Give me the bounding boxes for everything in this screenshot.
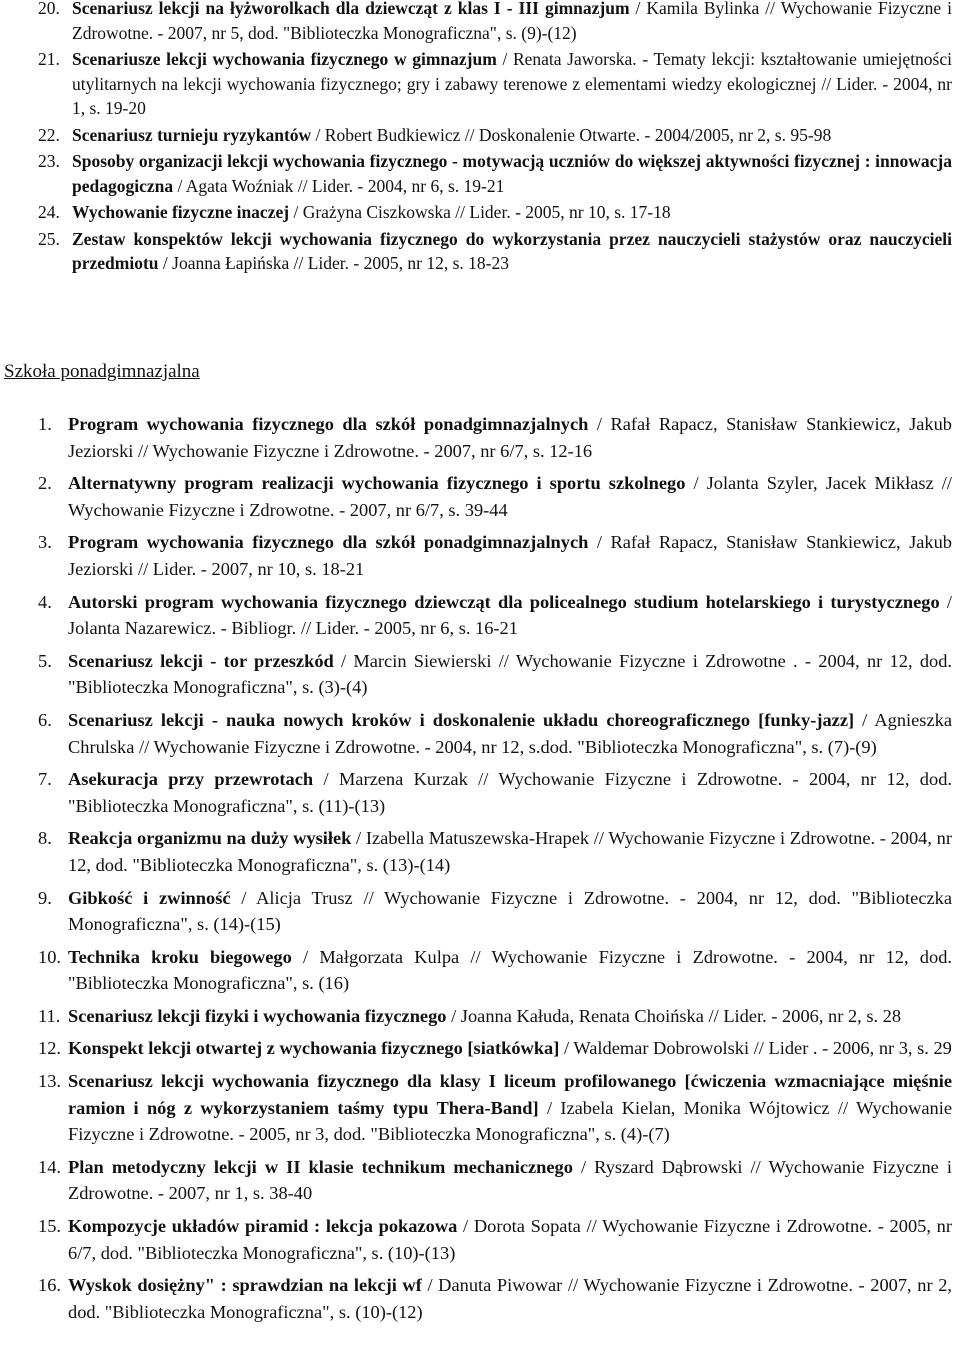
bibliography-entry: [0, 0, 956, 45]
entry-title: Autorski program wychowania fizycznego dziewcząt dla policealnego studium hotelarskiego i turystycznego: [68, 591, 940, 612]
bibliography-entry: [0, 766, 956, 819]
bibliography-entry: [0, 825, 956, 878]
entry-citation: / Rafał Rapacz, Stanisław Stankiewicz, Jakub Jeziorski // Wychowanie Fizyczne i Zdrowotne. - 2007, nr 6/7, s. 12-16: [68, 414, 952, 461]
entry-number: 10.: [38, 946, 61, 967]
entry-number: 14.: [38, 1156, 61, 1177]
entry-number: 22.: [38, 124, 60, 145]
entry-title: Scenariusz lekcji wychowania fizycznego dla klasy I liceum profilowanego [ćwiczenia wzmacniające mięśnie ramion i nóg z wykorzystaniem taśmy typu Thera-Band]: [68, 1071, 952, 1118]
entry-number: 7.: [38, 769, 52, 790]
entry-title: Plan metodyczny lekcji w II klasie technikum mechanicznego: [68, 1156, 573, 1177]
entry-number: 11.: [38, 1005, 61, 1026]
entry-citation: / Renata Jaworska. - Tematy lekcji: kształtowanie umiejętności utylitarnych na lekcji wychowania fizycznego; gry i zabawy terenowe z elementami wiedzy ekologicznej // Lider. - 2004, nr 1, s. 19-20: [72, 49, 952, 118]
bibliography-entry: [0, 1272, 956, 1325]
entry-number: 25.: [38, 228, 60, 249]
entry-title: Scenariusz lekcji na łyżworolkach dla dziewcząt z klas I - III gimnazjum: [72, 0, 630, 18]
entry-title: Alternatywny program realizacji wychowania fizycznego i sportu szkolnego: [68, 473, 686, 494]
entry-number: 9.: [38, 887, 52, 908]
entry-title: Scenariusz lekcji fizyki i wychowania fizycznego: [68, 1005, 447, 1026]
entry-citation: / Jolanta Nazarewicz. - Bibliogr. // Lider. - 2005, nr 6, s. 16-21: [68, 591, 952, 639]
entry-list: [0, 0, 956, 276]
entry-list: [0, 411, 956, 1325]
entry-citation: / Agnieszka Chrulska // Wychowanie Fizyczne i Zdrowotne. - 2004, nr 12, s.dod. "Biblioteczka Monograficzna", s. (7)-(9): [68, 709, 952, 757]
entry-title: Program wychowania fizycznego dla szkół ponadgimnazjalnych: [68, 532, 589, 553]
bibliography-entry: [0, 1035, 956, 1062]
entry-citation: / Kamila Bylinka // Wychowanie Fizyczne i Zdrowotne. - 2007, nr 5, dod. "Biblioteczka Monograficzna", s. (9)-(12): [72, 0, 952, 43]
entry-title: Sposoby organizacji lekcji wychowania fizycznego - motywacją uczniów do większej aktywności fizycznej : innowacja pedagogiczna: [72, 151, 952, 196]
bibliography-list-gimnazjum: [0, 0, 956, 278]
entry-title: Scenariusz lekcji - nauka nowych kroków i doskonalenie układu choreograficznego [funky-jazz]: [68, 709, 855, 730]
entry-citation: / Joanna Kałuda, Renata Choińska // Lider. - 2006, nr 2, s. 28: [446, 1005, 902, 1026]
entry-title: Wyskok dosiężny" : sprawdzian na lekcji wf: [68, 1275, 422, 1296]
bibliography-entry: [0, 123, 956, 148]
entry-citation: / Izabella Matuszewska-Hrapek // Wychowanie Fizyczne i Zdrowotne. - 2004, nr 12, dod. "Biblioteczka Monograficzna", s. (13)-(14): [68, 828, 952, 875]
entry-citation: / Marzena Kurzak // Wychowanie Fizyczne i Zdrowotne. - 2004, nr 12, dod. "Biblioteczka Monograficzna", s. (11)-(13): [68, 769, 952, 816]
bibliography-entry: [0, 589, 956, 642]
entry-title: Scenariusz turnieju ryzykantów: [72, 124, 312, 145]
entry-number: 5.: [38, 650, 52, 671]
bibliography-entry: [0, 885, 956, 938]
entry-citation: / Izabela Kielan, Monika Wójtowicz // Wychowanie Fizyczne i Zdrowotne. - 2005, nr 3, dod. "Biblioteczka Monograficzna", s. (4)-(7): [68, 1097, 952, 1145]
entry-number: 12.: [38, 1038, 61, 1059]
entry-citation: / Jolanta Szyler, Jacek Mikłasz // Wychowanie Fizyczne i Zdrowotne. - 2007, nr 6/7, s. 39-44: [68, 473, 952, 520]
entry-citation: / Małgorzata Kulpa // Wychowanie Fizyczne i Zdrowotne. - 2004, nr 12, dod. "Biblioteczka Monograficzna", s. (16): [68, 946, 952, 994]
entry-title: Gibkość i zwinność: [68, 887, 231, 908]
entry-citation: / Agata Woźniak // Lider. - 2004, nr 6, s. 19-21: [173, 175, 505, 196]
entry-number: 21.: [38, 49, 60, 69]
bibliography-entry: [0, 1003, 956, 1030]
entry-citation: / Marcin Siewierski // Wychowanie Fizyczne i Zdrowotne . - 2004, nr 12, dod. "Biblioteczka Monograficzna", s. (3)-(4): [68, 650, 952, 698]
entry-citation: / Waldemar Dobrowolski // Lider . - 2006, nr 3, s. 29: [559, 1038, 952, 1059]
entry-citation: / Ryszard Dąbrowski // Wychowanie Fizyczne i Zdrowotne. - 2007, nr 1, s. 38-40: [68, 1156, 952, 1204]
bibliography-entry: [0, 411, 956, 464]
entry-title: Wychowanie fizyczne inaczej: [72, 202, 290, 222]
bibliography-entry: [0, 944, 956, 997]
entry-number: 3.: [38, 532, 52, 553]
entry-citation: / Danuta Piwowar // Wychowanie Fizyczne i Zdrowotne. - 2007, nr 2, dod. "Biblioteczka Monograficzna", s. (10)-(12): [68, 1275, 952, 1322]
entry-number: 4.: [38, 591, 52, 612]
bibliography-entry: [0, 707, 956, 760]
entry-number: 20.: [38, 0, 60, 18]
entry-number: 15.: [38, 1216, 61, 1237]
bibliography-list-ponadgimnazjalna: [0, 411, 956, 1331]
bibliography-entry: [0, 529, 956, 582]
bibliography-entry: [0, 227, 956, 276]
entry-number: 13.: [38, 1071, 61, 1092]
bibliography-entry: [0, 149, 956, 198]
entry-title: Technika kroku biegowego: [68, 946, 292, 967]
entry-number: 24.: [38, 202, 60, 222]
entry-title: Program wychowania fizycznego dla szkół ponadgimnazjalnych: [68, 414, 589, 434]
entry-number: 6.: [38, 709, 52, 730]
entry-citation: / Rafał Rapacz, Stanisław Stankiewicz, Jakub Jeziorski // Lider. - 2007, nr 10, s. 18-21: [68, 532, 952, 579]
entry-number: 2.: [38, 473, 52, 494]
bibliography-entry: [0, 1154, 956, 1207]
entry-citation: / Robert Budkiewicz // Doskonalenie Otwarte. - 2004/2005, nr 2, s. 95-98: [311, 124, 832, 145]
entry-citation: / Dorota Sopata // Wychowanie Fizyczne i Zdrowotne. - 2005, nr 6/7, dod. "Biblioteczka Monograficzna", s. (10)-(13): [68, 1216, 952, 1263]
entry-citation: / Joanna Łapińska // Lider. - 2005, nr 12, s. 18-23: [158, 253, 509, 273]
entry-title: Scenariusz lekcji - tor przeszkód: [68, 650, 334, 671]
entry-title: Reakcja organizmu na duży wysiłek: [68, 828, 352, 849]
entry-number: 1.: [38, 414, 52, 434]
bibliography-entry: [0, 470, 956, 523]
entry-number: 8.: [38, 828, 52, 849]
bibliography-entry: [0, 1213, 956, 1266]
bibliography-entry: [0, 200, 956, 225]
bibliography-entry: [0, 648, 956, 701]
bibliography-entry: [0, 1068, 956, 1148]
section-heading: Szkoła ponadgimnazjalna: [4, 361, 200, 382]
entry-citation: / Alicja Trusz // Wychowanie Fizyczne i Zdrowotne. - 2004, nr 12, dod. "Biblioteczka Monograficzna", s. (14)-(15): [68, 887, 953, 935]
entry-title: Scenariusze lekcji wychowania fizycznego w gimnazjum: [72, 49, 497, 69]
entry-title: Kompozycje układów piramid : lekcja pokazowa: [68, 1216, 458, 1237]
entry-title: Konspekt lekcji otwartej z wychowania fizycznego [siatkówka]: [68, 1038, 560, 1059]
entry-number: 16.: [38, 1275, 61, 1296]
entry-citation: / Grażyna Ciszkowska // Lider. - 2005, nr 10, s. 17-18: [289, 202, 671, 222]
entry-number: 23.: [38, 151, 60, 171]
bibliography-entry: [0, 47, 956, 121]
entry-title: Zestaw konspektów lekcji wychowania fizycznego do wykorzystania przez nauczycieli stażystów oraz nauczycieli przedmiotu: [72, 228, 952, 273]
entry-title: Asekuracja przy przewrotach: [68, 769, 314, 790]
